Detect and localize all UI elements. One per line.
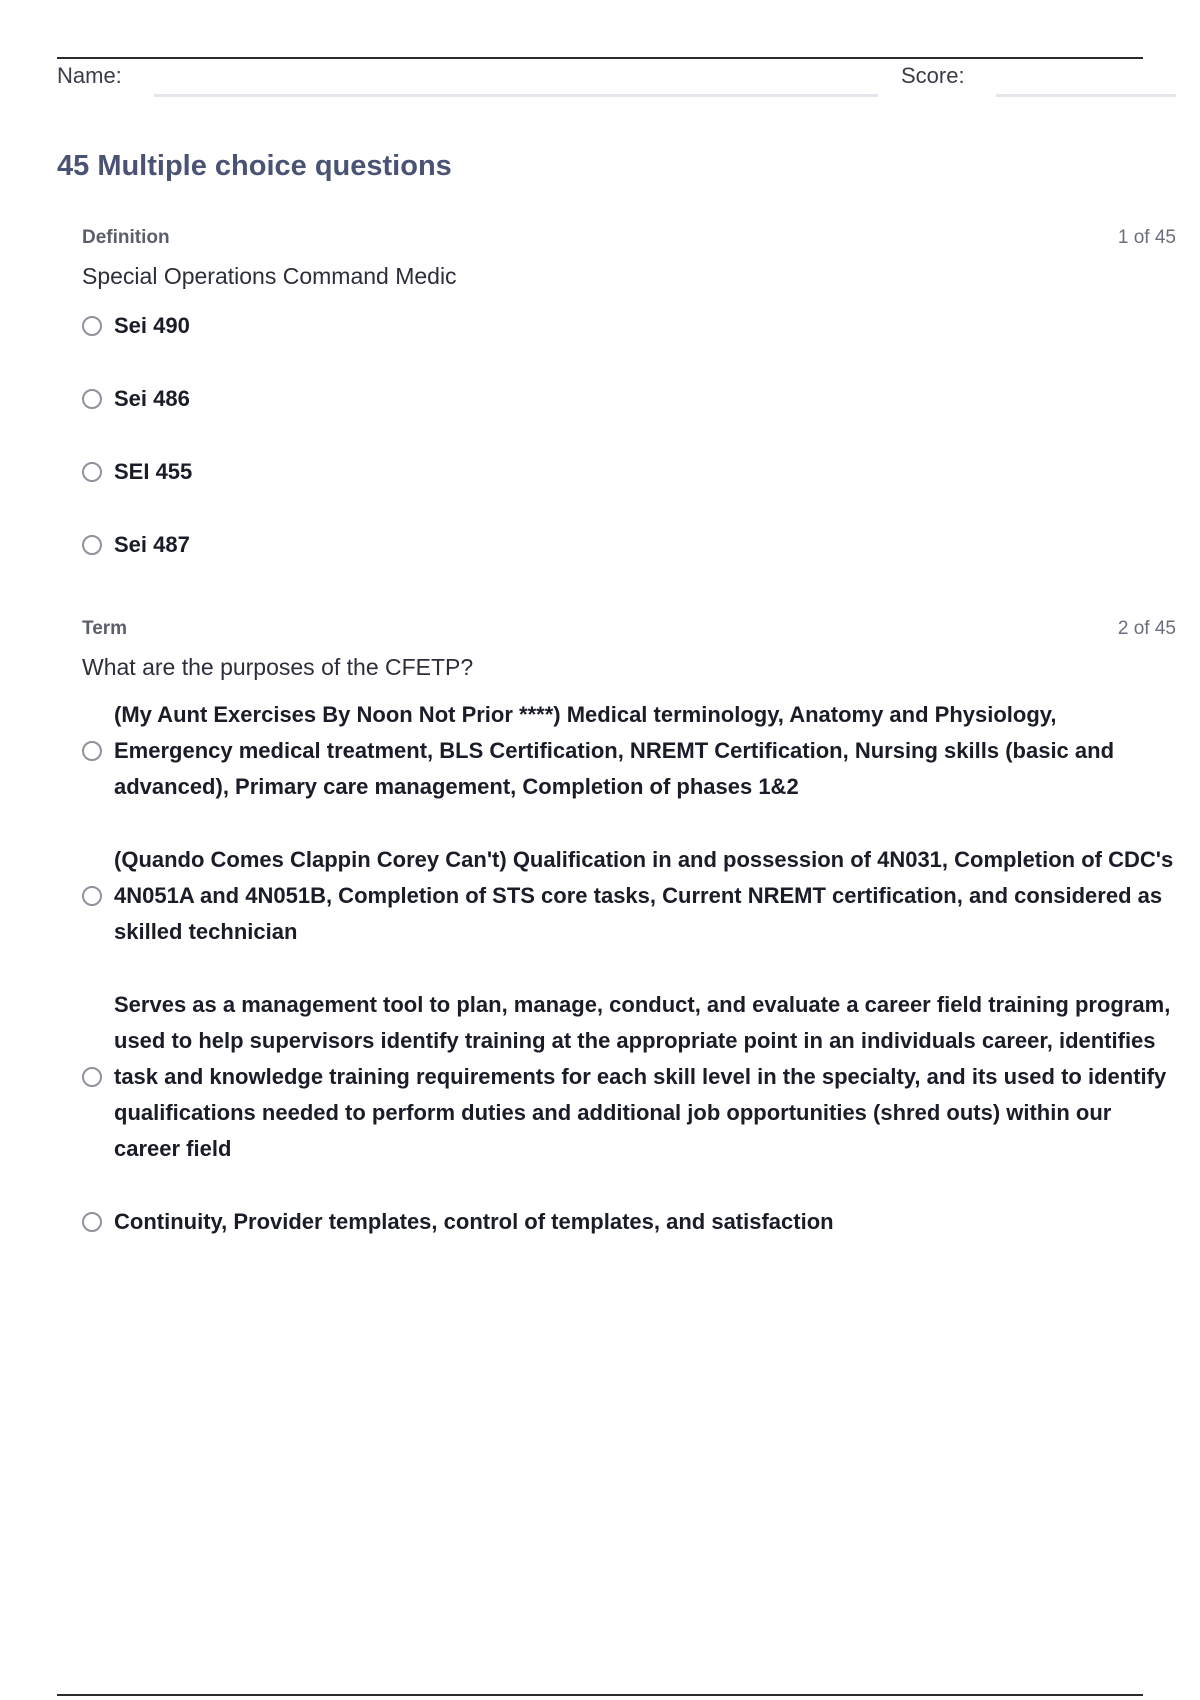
question-counter: 2 of 45 — [1117, 618, 1176, 639]
answer-option-label: SEI 455 — [114, 459, 193, 484]
name-label: Name: — [57, 63, 122, 88]
answer-option[interactable] — [82, 1204, 1176, 1240]
top-rule — [57, 57, 1143, 59]
radio-button-icon[interactable] — [82, 886, 102, 906]
answer-option[interactable] — [82, 697, 1176, 805]
question-prompt: Special Operations Command Medic — [82, 263, 457, 289]
answer-option-label: Sei 487 — [114, 532, 190, 557]
question-kind: Definition — [82, 227, 170, 248]
radio-button-icon[interactable] — [82, 389, 102, 409]
answer-option[interactable] — [82, 308, 1176, 344]
answer-option-label: (My Aunt Exercises By Noon Not Prior ****) Medical terminology, Anatomy and Physiology, Emergency medical treatment, BLS Certification, NREMT Certification, Nursing skills (basic and advanced), Primary care management, Completion of phases 1&2 — [114, 702, 1115, 799]
score-field[interactable] — [996, 94, 1176, 97]
answer-option[interactable] — [82, 987, 1176, 1167]
answer-option-label: (Quando Comes Clappin Corey Can't) Qualification in and possession of 4N031, Completion of CDC's 4N051A and 4N051B, Completion of STS core tasks, Current NREMT certification, and considered as skilled technician — [114, 847, 1174, 944]
radio-button-icon[interactable] — [82, 1067, 102, 1087]
answer-options — [82, 697, 1176, 1240]
answer-option[interactable] — [82, 842, 1176, 950]
radio-button-icon[interactable] — [82, 1212, 102, 1232]
score-label: Score: — [901, 63, 965, 88]
radio-button-icon[interactable] — [82, 462, 102, 482]
answer-option[interactable] — [82, 381, 1176, 417]
bottom-rule — [57, 1694, 1143, 1696]
question-kind: Term — [82, 618, 128, 639]
answer-option[interactable] — [82, 527, 1176, 563]
answer-options — [82, 308, 1176, 563]
answer-option-label: Sei 486 — [114, 386, 190, 411]
question-prompt: What are the purposes of the CFETP? — [82, 654, 474, 680]
answer-option-label: Continuity, Provider templates, control of templates, and satisfaction — [114, 1209, 834, 1234]
page-title: 45 Multiple choice questions — [57, 150, 452, 182]
radio-button-icon[interactable] — [82, 535, 102, 555]
radio-button-icon[interactable] — [82, 316, 102, 336]
answer-option-label: Sei 490 — [114, 313, 190, 338]
question-2 — [82, 618, 1176, 1277]
answer-option[interactable] — [82, 454, 1176, 490]
question-1 — [82, 227, 1176, 600]
radio-button-icon[interactable] — [82, 741, 102, 761]
answer-option-label: Serves as a management tool to plan, manage, conduct, and evaluate a career field training program, used to help supervisors identify training at the appropriate point in an individuals career, identifies task and knowledge training requirements for each skill level in the specialty, and its used to identify qualifications needed to perform duties and additional job opportunities (shred outs) within our career field — [114, 992, 1171, 1161]
name-field[interactable] — [154, 94, 878, 97]
question-counter: 1 of 45 — [1117, 227, 1176, 248]
